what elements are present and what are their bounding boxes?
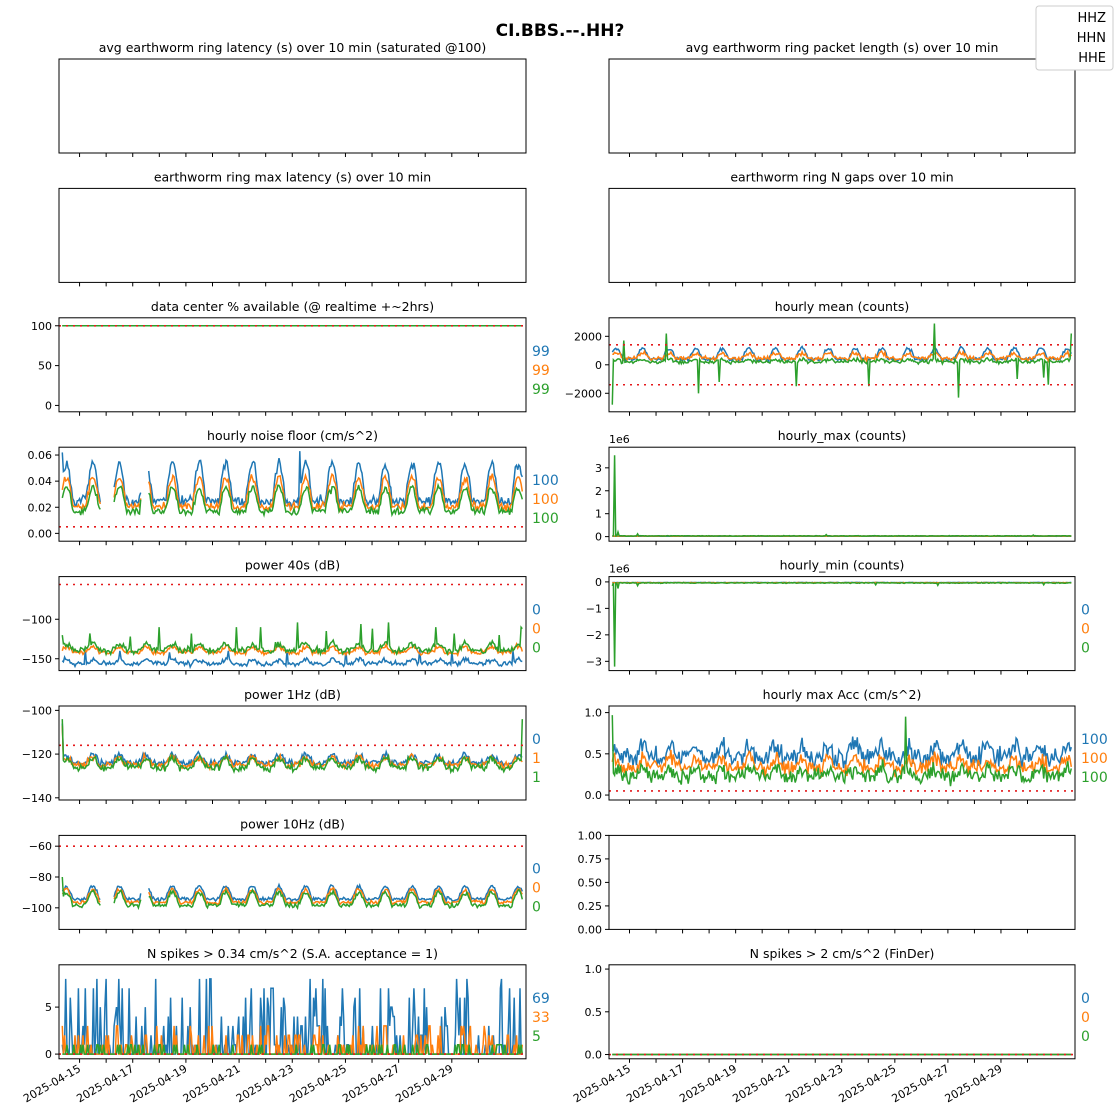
stat-label-hhz: 99: [532, 343, 550, 360]
y-tick-label: 0: [595, 530, 602, 544]
panel-spikes_034: [21, 946, 550, 1106]
axes-frame: [59, 188, 526, 282]
axes-frame: [59, 835, 526, 929]
x-tick-label: 2025-04-23: [233, 1062, 296, 1106]
y-tick-label: 0.5: [584, 1005, 602, 1019]
series-hhz: [612, 737, 1071, 769]
y-offset-label: 1e6: [609, 433, 630, 447]
stat-label-hhe: 0: [532, 640, 541, 657]
series-hhz: [62, 451, 522, 507]
y-tick-label: 5: [45, 1001, 52, 1015]
x-tick-label: 2025-04-29: [393, 1062, 456, 1106]
panel-latency_avg: [59, 40, 526, 157]
legend-entry-hhe: HHE: [1078, 51, 1106, 66]
stat-label-hhn: 0: [532, 880, 541, 897]
panel-title: hourly mean (counts): [774, 298, 910, 314]
series-hhn: [62, 1026, 522, 1054]
panel-spikes_2: [571, 946, 1090, 1106]
panel-power_1hz: [22, 687, 541, 805]
axes-frame: [59, 318, 526, 412]
y-offset-label: 1e6: [609, 562, 630, 576]
panel-title: N spikes > 0.34 cm/s^2 (S.A. acceptance = 1): [146, 945, 439, 961]
x-tick-label: 2025-04-17: [624, 1062, 687, 1106]
panel-hourly_max: [595, 428, 1075, 545]
y-tick-label: 0: [595, 575, 602, 589]
stat-label-hhe: 100: [532, 511, 559, 528]
axes-frame: [59, 59, 526, 153]
panel-title: avg earthworm ring latency (s) over 10 min (saturated @100): [98, 40, 487, 55]
series-hhe: [612, 324, 1071, 405]
y-tick-label: 3: [595, 461, 602, 475]
series-hhz: [62, 724, 522, 768]
y-tick-label: 0.00: [577, 923, 602, 937]
panel-title: hourly_max (counts): [777, 428, 907, 444]
y-tick-label: −100: [21, 704, 52, 718]
y-tick-label: −150: [21, 652, 52, 666]
panel-title: data center % available (@ realtime +~2hrs): [150, 298, 435, 314]
stat-label-hhe: 0: [1081, 1028, 1090, 1045]
axes-frame: [59, 577, 526, 671]
x-tick-label: 2025-04-27: [889, 1062, 952, 1106]
panel-title: power 10Hz (dB): [240, 816, 345, 832]
panel-title: hourly max Acc (cm/s^2): [762, 687, 922, 702]
panel-blank: [578, 829, 1076, 936]
y-tick-label: 0.0: [584, 1048, 602, 1062]
x-tick-label: 2025-04-21: [730, 1062, 793, 1106]
stat-label-hhz: 100: [532, 473, 559, 490]
x-tick-label: 2025-04-25: [836, 1062, 899, 1106]
stat-label-hhn: 100: [1081, 751, 1108, 767]
figure-title: CI.BBS.--.HH?: [495, 21, 625, 41]
y-tick-label: −120: [21, 748, 52, 762]
legend: [1036, 6, 1113, 70]
axes-frame: [609, 59, 1075, 153]
axes-frame: [609, 835, 1075, 929]
panel-title: avg earthworm ring packet length (s) over 10 min: [685, 40, 999, 55]
stat-label-hhz: 0: [532, 861, 541, 878]
x-tick-label: 2025-04-27: [340, 1062, 403, 1106]
legend-entry-hhn: HHN: [1076, 31, 1106, 46]
series-hhz: [62, 885, 522, 902]
panel-hourly_min: [586, 558, 1090, 675]
y-tick-label: 0.25: [577, 899, 602, 913]
x-tick-label: 2025-04-17: [74, 1062, 137, 1106]
axes-frame: [609, 447, 1075, 541]
y-tick-label: −1: [585, 602, 602, 616]
y-tick-label: 0.00: [27, 527, 52, 541]
stat-label-hhn: 33: [532, 1009, 550, 1026]
y-tick-label: 1.00: [577, 829, 602, 843]
stat-label-hhz: 0: [532, 602, 541, 619]
y-tick-label: −3: [585, 655, 602, 669]
axes-frame: [609, 188, 1075, 282]
y-tick-label: 0: [45, 1048, 52, 1062]
stat-label-hhe: 100: [1081, 770, 1108, 786]
stat-label-hhe: 99: [532, 381, 550, 398]
panel-hourly_mean: [565, 299, 1075, 416]
panels: [21, 40, 1108, 1105]
y-tick-label: 0.50: [577, 876, 602, 890]
y-tick-label: 1.0: [584, 706, 602, 720]
y-tick-label: 0.0: [584, 789, 602, 803]
y-tick-label: 1.0: [584, 963, 602, 977]
stat-label-hhz: 0: [532, 732, 541, 748]
panel-title: power 1Hz (dB): [244, 687, 341, 702]
x-tick-label: 2025-04-15: [21, 1062, 84, 1106]
panel-packet_len: [609, 40, 1075, 157]
stat-label-hhe: 0: [1081, 640, 1090, 657]
stat-label-hhn: 0: [532, 621, 541, 638]
y-tick-label: 0.04: [27, 475, 52, 489]
series-hhe: [612, 455, 1071, 536]
stat-label-hhe: 1: [532, 770, 541, 786]
panel-noise_floor: [28, 428, 559, 545]
stat-label-hhn: 99: [532, 362, 550, 379]
y-tick-label: 2: [595, 484, 602, 498]
y-tick-label: 2000: [574, 330, 602, 344]
y-tick-label: −140: [21, 791, 52, 805]
series-hhe: [612, 715, 1071, 786]
stat-label-hhz: 0: [1081, 990, 1090, 1007]
stat-label-hhe: 0: [532, 899, 541, 916]
x-tick-label: 2025-04-15: [571, 1062, 634, 1106]
x-tick-label: 2025-04-23: [783, 1062, 846, 1106]
axes-frame: [609, 577, 1075, 671]
stat-label-hhn: 100: [532, 492, 559, 509]
y-tick-label: 100: [31, 319, 52, 333]
y-tick-label: −2: [585, 628, 602, 642]
axes-frame: [59, 706, 526, 800]
series-hhe: [612, 583, 1071, 667]
stat-label-hhn: 1: [532, 751, 541, 767]
panel-n_gaps: [609, 169, 1075, 286]
y-tick-label: −100: [21, 901, 52, 915]
stat-label-hhe: 5: [532, 1028, 541, 1045]
panel-power_10hz: [22, 816, 541, 933]
y-tick-label: −60: [28, 840, 52, 854]
y-tick-label: 50: [38, 359, 52, 373]
panel-title: power 40s (dB): [244, 557, 341, 573]
y-tick-label: 0: [595, 358, 602, 372]
y-tick-label: 0: [45, 399, 52, 413]
panel-title: earthworm ring max latency (s) over 10 min: [153, 169, 432, 185]
panel-title: hourly noise floor (cm/s^2): [207, 428, 378, 444]
x-tick-label: 2025-04-25: [287, 1062, 349, 1106]
panel-power_40s: [22, 558, 541, 675]
stat-label-hhz: 69: [532, 990, 550, 1007]
panel-latency_max: [59, 169, 526, 286]
stat-label-hhz: 100: [1081, 732, 1108, 748]
x-tick-label: 2025-04-19: [127, 1062, 190, 1106]
stat-label-hhz: 0: [1081, 602, 1090, 619]
x-tick-label: 2025-04-21: [180, 1062, 243, 1106]
x-tick-label: 2025-04-29: [942, 1062, 1005, 1106]
y-tick-label: 1: [595, 507, 602, 521]
panel-title: earthworm ring N gaps over 10 min: [730, 169, 954, 185]
y-tick-label: −2000: [564, 387, 602, 401]
y-tick-label: −80: [28, 871, 52, 885]
legend-entry-hhz: HHZ: [1077, 11, 1106, 26]
y-tick-label: 0.06: [27, 449, 52, 463]
stat-label-hhn: 0: [1081, 1009, 1090, 1026]
series-hhe: [62, 622, 522, 654]
y-tick-label: −100: [21, 613, 52, 627]
panel-title: N spikes > 2 cm/s^2 (FinDer): [749, 945, 935, 961]
y-tick-label: 0.02: [27, 501, 52, 515]
panel-availability: [31, 299, 550, 416]
x-tick-label: 2025-04-19: [677, 1062, 740, 1106]
panel-title: hourly_min (counts): [779, 557, 905, 573]
panel-max_acc: [585, 687, 1108, 804]
y-tick-label: 0.5: [584, 747, 602, 761]
axes-frame: [609, 965, 1075, 1059]
stat-label-hhn: 0: [1081, 621, 1090, 638]
y-tick-label: 0.75: [577, 852, 602, 866]
series-hhn: [62, 474, 522, 512]
